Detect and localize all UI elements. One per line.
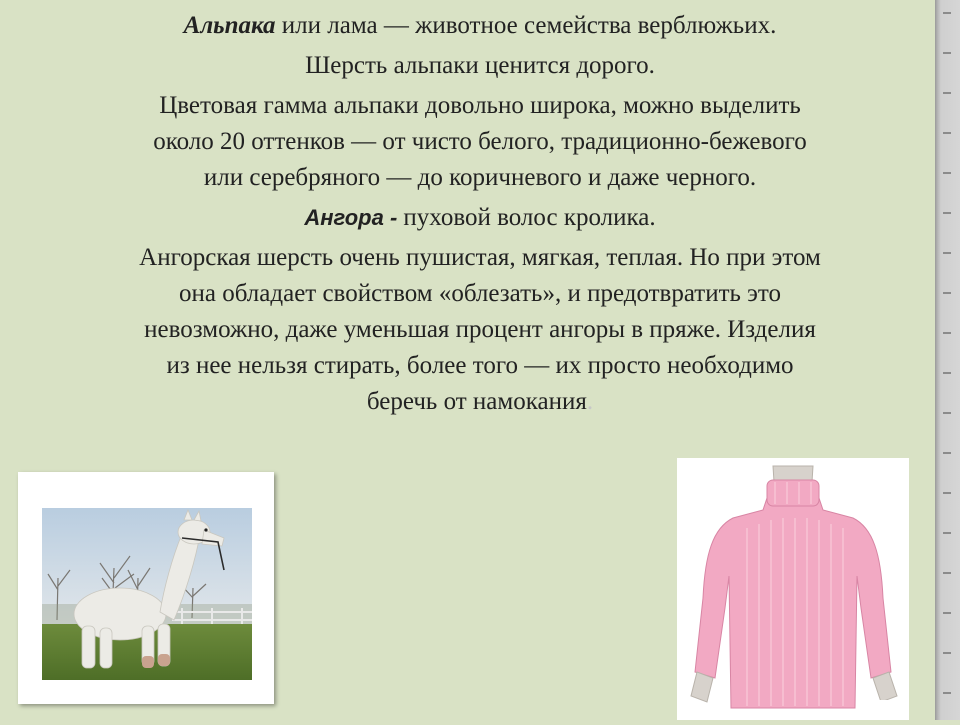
angora-intro-text: пуховой волос кролика. <box>403 204 656 231</box>
paragraph-alpaca-colors <box>40 88 920 196</box>
angora-dash: - <box>383 205 404 230</box>
angora-end-dot: . <box>586 388 594 415</box>
angora-line-5: беречь от намокания <box>366 388 587 415</box>
angora-line-2: она обладает свойством «облезать», и предотвратить это <box>178 280 781 307</box>
alpaca-photo <box>42 508 252 680</box>
angora-line-4: из нее нельзя стирать, более того — их просто необходимо <box>166 352 794 379</box>
pink-sweater-photo <box>677 458 909 720</box>
paragraph-angora-intro <box>40 200 920 236</box>
alpaca-intro-text: или лама — животное семейства верблюжьих. <box>275 12 777 39</box>
colors-line-2: около 20 оттенков — от чисто белого, традиционно-бежевого <box>153 128 807 155</box>
term-alpaca: Альпака <box>183 12 276 39</box>
slide-text <box>40 8 920 424</box>
sweater-photo-frame <box>677 458 909 720</box>
angora-line-3: невозможно, даже уменьшая процент ангоры в пряже. Изделия <box>144 316 816 343</box>
paragraph-alpaca-value: Шерсть альпаки ценится дорого. <box>305 52 655 79</box>
alpaca-photo-frame <box>18 472 274 704</box>
term-angora: Ангора <box>304 205 384 230</box>
colors-line-3: или серебряного — до коричневого и даже черного. <box>203 164 757 191</box>
colors-line-1: Цветовая гамма альпаки довольно широка, можно выделить <box>159 92 801 119</box>
paragraph-angora-details <box>40 240 920 420</box>
paragraph-alpaca-intro <box>40 8 920 44</box>
angora-line-1: Ангорская шерсть очень пушистая, мягкая, теплая. Но при этом <box>139 244 821 271</box>
right-edge-strip <box>935 0 960 720</box>
